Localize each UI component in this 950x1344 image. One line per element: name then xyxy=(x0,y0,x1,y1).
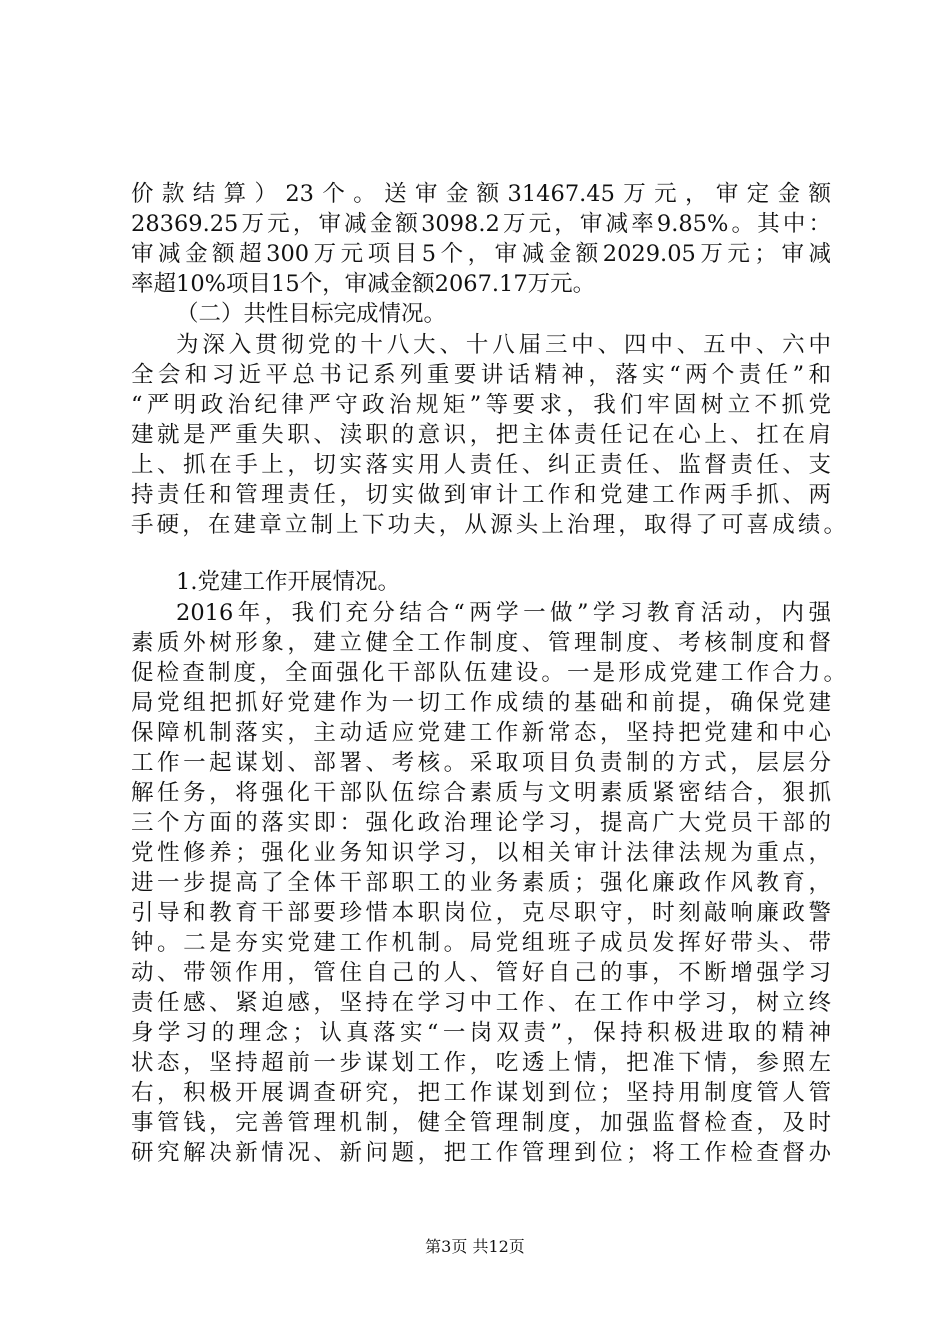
body-line-2: 28369.25万元，审减金额3098.2万元，审减率9.85%。其中： xyxy=(131,211,831,237)
body-line-24: 引导和教育干部要珍惜本职岗位，克尽职守，时刻敲响廉政警 xyxy=(131,900,831,926)
body-line-23: 进一步提高了全体干部职工的业务素质；强化廉政作风教育， xyxy=(131,870,831,896)
body-line-8: “严明政治纪律严守政治规矩”等要求，我们牢固树立不抓党 xyxy=(131,392,831,418)
body-line-30: 右，积极开展调查研究，把工作谋划到位；坚持用制度管人管 xyxy=(131,1080,831,1106)
body-line-22: 党性修养；强化业务知识学习，以相关审计法律法规为重点， xyxy=(131,840,831,866)
body-line-10: 上、抓在手上，切实落实用人责任、纠正责任、监督责任、支 xyxy=(131,452,831,478)
body-line-16: 促检查制度，全面强化干部队伍建设。一是形成党建工作合力。 xyxy=(131,660,846,686)
body-line-20: 解任务，将强化干部队伍综合素质与文明素质紧密结合，狠抓 xyxy=(131,780,831,806)
body-line-29: 状态，坚持超前一步谋划工作，吃透上情，把准下情，参照左 xyxy=(131,1050,831,1076)
body-line-17: 局党组把抓好党建作为一切工作成绩的基础和前提，确保党建 xyxy=(131,690,831,716)
page-footer: 第3页 共12页 xyxy=(425,1237,525,1256)
section-heading: （二）共性目标完成情况。 xyxy=(176,301,447,327)
body-line-11: 持责任和管理责任，切实做到审计工作和党建工作两手抓、两 xyxy=(131,482,831,508)
body-line-9: 建就是严重失职、渎职的意识，把主体责任记在心上、扛在肩 xyxy=(131,422,831,448)
body-line-21: 三个方面的落实即：强化政治理论学习，提高广大党员干部的 xyxy=(131,810,831,836)
body-line-18: 保障机制落实，主动适应党建工作新常态，坚持把党建和中心 xyxy=(131,720,831,746)
body-line-6: 为深入贯彻党的十八大、十八届三中、四中、五中、六中 xyxy=(176,332,831,358)
body-line-7: 全会和习近平总书记系列重要讲话精神，落实“两个责任”和 xyxy=(131,362,831,388)
body-line-31: 事管钱，完善管理机制，健全管理制度，加强监督检查，及时 xyxy=(131,1110,831,1136)
body-line-3: 审减金额超300万元项目5个，审减金额2029.05万元；审减 xyxy=(131,241,831,267)
body-line-28: 身学习的理念；认真落实“一岗双责”，保持积极进取的精神 xyxy=(131,1020,831,1046)
body-line-15: 素质外树形象，建立健全工作制度、管理制度、考核制度和督 xyxy=(131,630,831,656)
body-line-4: 率超10%项目15个，审减金额2067.17万元。 xyxy=(131,271,596,297)
body-line-32: 研究解决新情况、新问题，把工作管理到位；将工作检查督办 xyxy=(131,1140,831,1166)
body-line-26: 动、带领作用，管住自己的人、管好自己的事，不断增强学习 xyxy=(131,960,831,986)
body-line-19: 工作一起谋划、部署、考核。采取项目负责制的方式，层层分 xyxy=(131,750,831,776)
body-line-27: 责任感、紧迫感，坚持在学习中工作、在工作中学习，树立终 xyxy=(131,990,831,1016)
body-line-25: 钟。二是夯实党建工作机制。局党组班子成员发挥好带头、带 xyxy=(131,930,831,956)
subsection-heading: 1.党建工作开展情况。 xyxy=(176,569,400,595)
body-line-12: 手硬，在建章立制上下功夫，从源头上治理，取得了可喜成绩。 xyxy=(131,512,846,538)
body-line-1: 价款结算）23个。送审金额31467.45万元，审定金额 xyxy=(131,181,831,207)
body-line-14: 2016年，我们充分结合“两学一做”学习教育活动，内强 xyxy=(176,600,831,626)
